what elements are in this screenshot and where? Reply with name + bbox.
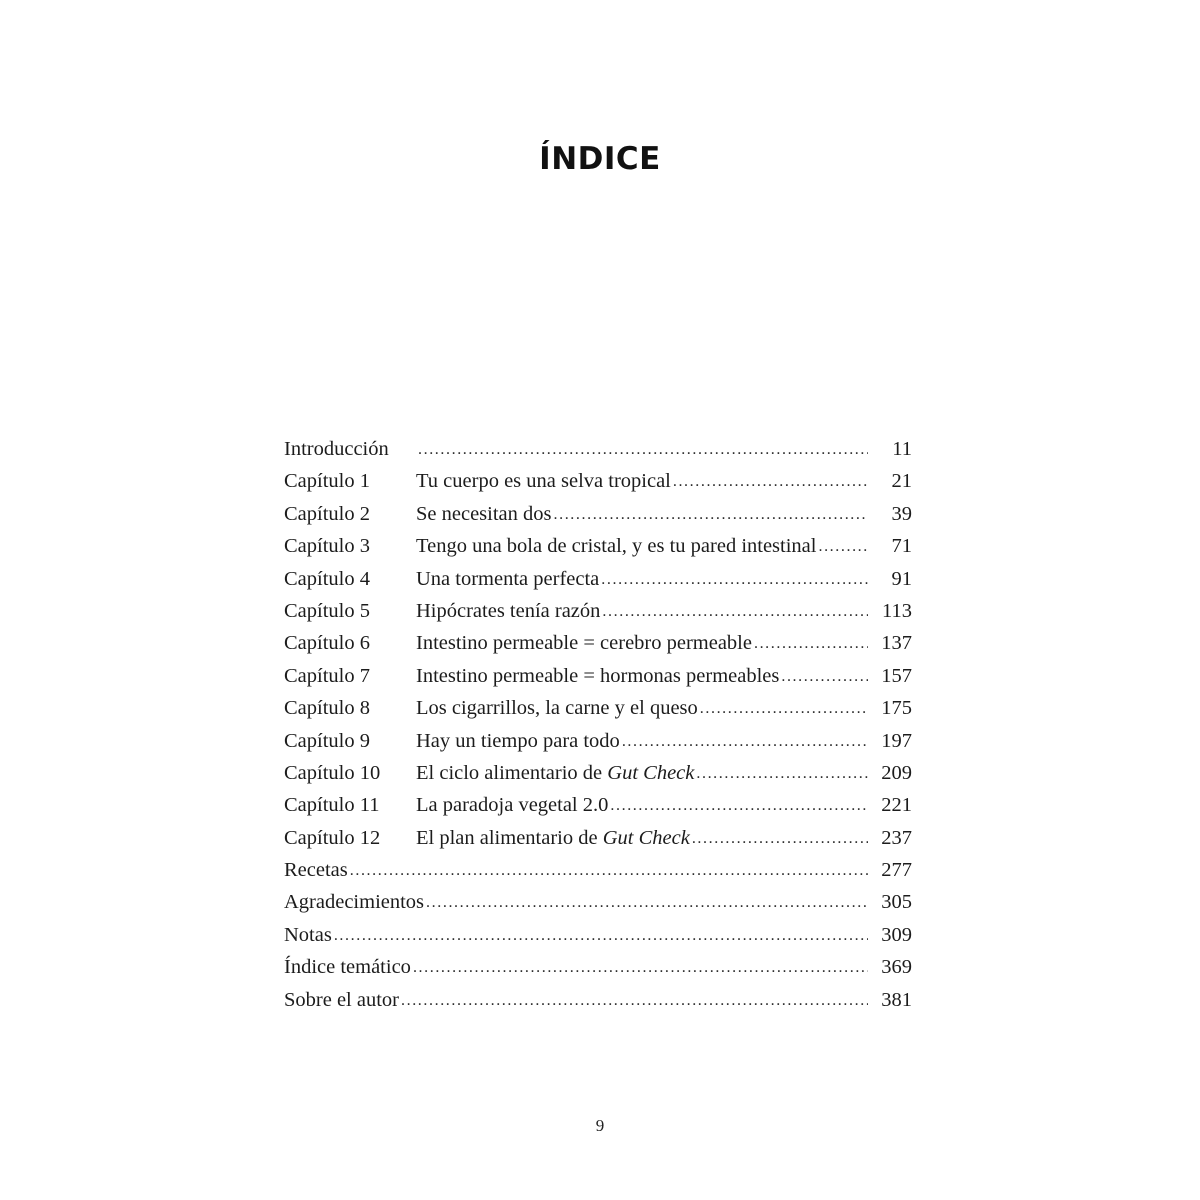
toc-entry-title: Agradecimientos [284, 891, 425, 914]
dot-leader [818, 531, 868, 563]
toc-entry-sobre-el-autor[interactable] [284, 984, 912, 1016]
chapter-title: Los cigarrillos, la carne y el queso [416, 697, 698, 720]
dot-leader [696, 758, 868, 790]
toc-entry-page: 369 [881, 956, 912, 979]
book-title-italic: Gut Check [607, 761, 695, 784]
chapter-label: Capítulo 1 [284, 470, 370, 493]
chapter-page: 237 [881, 826, 912, 849]
chapter-label: Capítulo 10 [284, 761, 381, 784]
table-of-contents [284, 433, 912, 1016]
chapter-page: 71 [891, 535, 912, 558]
toc-entry-chapter-12[interactable] [284, 822, 912, 854]
chapter-title: La paradoja vegetal 2.0 [416, 794, 609, 817]
toc-entry-title: Introducción [284, 438, 389, 460]
toc-entry-introduccion[interactable] [284, 433, 912, 465]
toc-entry-page: 11 [892, 438, 912, 460]
chapter-title: Se necesitan dos [416, 502, 552, 525]
chapter-label: Capítulo 3 [284, 535, 370, 558]
page-number: 9 [595, 1116, 605, 1135]
chapter-page: 197 [881, 729, 912, 752]
chapter-page: 91 [891, 567, 912, 590]
chapter-title: Hay un tiempo para todo [416, 729, 620, 752]
chapter-title: Hipócrates tenía razón [416, 599, 601, 622]
chapter-page: 221 [881, 794, 912, 817]
chapter-title: Intestino permeable = cerebro permeable [416, 632, 752, 655]
toc-entry-chapter-10[interactable] [284, 757, 912, 789]
chapter-label: Capítulo 8 [284, 697, 370, 720]
dot-leader [601, 564, 868, 596]
toc-entry-chapter-4[interactable] [284, 563, 912, 595]
toc-entry-chapter-2[interactable] [284, 498, 912, 530]
chapter-page: 137 [881, 632, 912, 655]
toc-entry-page: 305 [881, 891, 912, 914]
chapter-page: 113 [882, 599, 912, 622]
toc-entry-chapter-6[interactable] [284, 627, 912, 659]
chapter-label: Capítulo 12 [284, 826, 381, 849]
chapter-label: Capítulo 5 [284, 599, 370, 622]
chapter-page: 175 [881, 697, 912, 720]
toc-entry-notas[interactable] [284, 919, 912, 951]
toc-entry-page: 277 [881, 859, 912, 882]
chapter-label: Capítulo 2 [284, 502, 370, 525]
dot-leader [700, 693, 868, 725]
book-title-italic: Gut Check [602, 826, 690, 849]
dot-leader [781, 661, 868, 693]
chapter-page: 157 [881, 664, 912, 687]
chapter-label: Capítulo 6 [284, 632, 370, 655]
chapter-title-text: El plan alimentario de [416, 826, 603, 849]
toc-entry-recetas[interactable] [284, 854, 912, 886]
toc-entry-title: Sobre el autor [284, 988, 399, 1011]
toc-entry-chapter-11[interactable] [284, 789, 912, 821]
chapter-title [416, 822, 690, 854]
dot-leader [754, 628, 868, 660]
chapter-title: Tu cuerpo es una selva tropical [416, 470, 671, 493]
dot-leader [610, 790, 868, 822]
chapter-title: Intestino permeable = hormonas permeables [416, 664, 780, 687]
dot-leader [602, 596, 868, 628]
chapter-page: 39 [891, 502, 912, 525]
chapter-label: Capítulo 7 [284, 664, 370, 687]
chapter-title: Tengo una bola de cristal, y es tu pared intestinal [416, 535, 817, 558]
page-title: ÍNDICE [539, 140, 661, 177]
toc-entry-chapter-3[interactable] [284, 530, 912, 562]
chapter-label: Capítulo 4 [284, 567, 370, 590]
toc-entry-title: Notas [284, 923, 332, 946]
dot-leader [350, 855, 868, 887]
dot-leader [418, 434, 868, 466]
dot-leader [622, 726, 868, 758]
chapter-title [416, 757, 694, 789]
toc-entry-chapter-5[interactable] [284, 595, 912, 627]
toc-entry-chapter-1[interactable] [284, 465, 912, 497]
chapter-label: Capítulo 9 [284, 729, 370, 752]
toc-entry-chapter-8[interactable] [284, 692, 912, 724]
toc-entry-agradecimientos[interactable] [284, 886, 912, 918]
dot-leader [413, 952, 868, 984]
dot-leader [554, 499, 869, 531]
dot-leader [673, 466, 868, 498]
toc-entry-page: 381 [881, 988, 912, 1011]
toc-entry-chapter-9[interactable] [284, 725, 912, 757]
toc-entry-indice-tematico[interactable] [284, 951, 912, 983]
chapter-title-text: El ciclo alimentario de [416, 761, 608, 784]
toc-entry-title: Recetas [284, 859, 348, 882]
chapter-page: 21 [891, 470, 912, 493]
dot-leader [401, 985, 868, 1017]
toc-entry-chapter-7[interactable] [284, 660, 912, 692]
chapter-title: Una tormenta perfecta [416, 567, 600, 590]
toc-entry-title: Índice temático [284, 956, 411, 979]
dot-leader [692, 823, 868, 855]
chapter-label: Capítulo 11 [284, 794, 380, 817]
dot-leader [426, 887, 868, 919]
chapter-page: 209 [881, 761, 912, 784]
toc-entry-page: 309 [881, 923, 912, 946]
dot-leader [334, 920, 868, 952]
